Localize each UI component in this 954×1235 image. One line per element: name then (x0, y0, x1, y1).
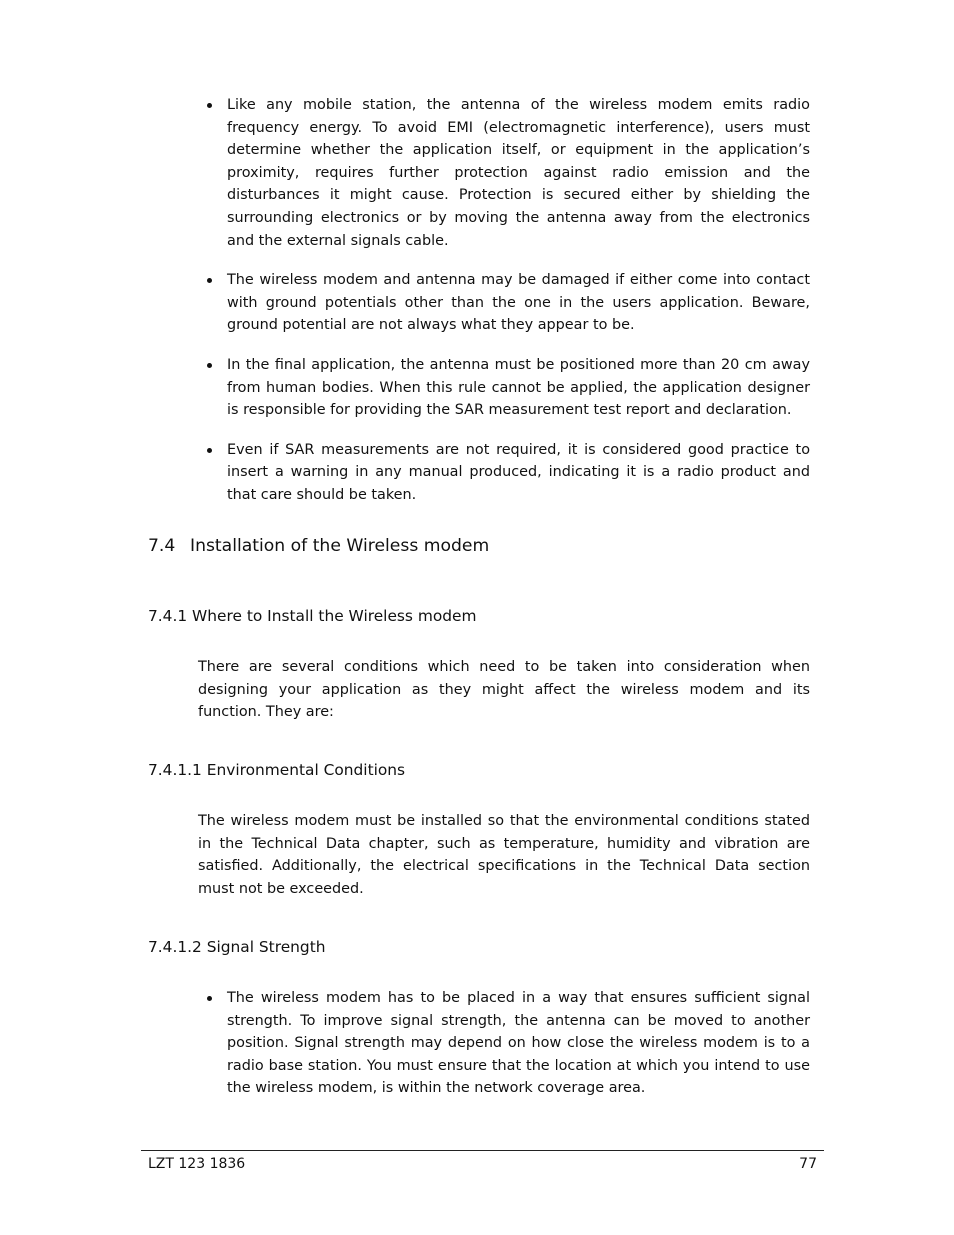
footer-page-number: 77 (799, 1156, 817, 1172)
section-heading-7-4 (148, 536, 489, 556)
signal-bullet-list (207, 987, 810, 1117)
section-paragraph: There are several conditions which need to be taken into consideration when designing your application as they might affect the wireless modem and its function. They are: (198, 659, 810, 721)
bullet-text: The wireless modem and antenna may be damaged if either come into contact with ground potentials other than the one in the users application. Beware, ground potential are not always what they appear to be. (227, 272, 810, 334)
section-number: 7.4 (148, 536, 176, 556)
bullet-icon (207, 103, 212, 108)
bullet-item (207, 354, 810, 422)
top-bullet-list (207, 94, 810, 524)
bullet-icon (207, 448, 212, 453)
footer-divider (141, 1150, 824, 1151)
section-heading-7-4-1-1: 7.4.1.1 Environmental Conditions (148, 761, 406, 779)
footer-doc-number: LZT 123 1836 (148, 1156, 246, 1172)
bullet-text: In the final application, the antenna must be positioned more than 20 cm away from human bodies. When this rule cannot be applied, the application designer is responsible for providing the SAR measurement test report and declaration. (227, 356, 810, 419)
bullet-icon (207, 363, 212, 368)
bullet-text: The wireless modem has to be placed in a way that ensures sufficient signal strength. To improve signal strength, the antenna can be moved to another position. Signal strength may depend on how close the wireless modem is to a radio base station. You must ensure that the location at which you intend to use the wireless modem, is within the network coverage area. (227, 990, 810, 1097)
bullet-text: Even if SAR measurements are not required, it is considered good practice to insert a warning in any manual produced, indicating it is a radio product and that care should be taken. (227, 441, 810, 503)
bullet-text: Like any mobile station, the antenna of the wireless modem emits radio frequency energy. To avoid EMI (electromagnetic interference), users must determine whether the application itself, or equipment in the application’s proximity, requires further protection against radio emission and the disturbances it might cause. Protection is secured either by shielding the surrounding electronics or by moving the antenna away from the electronics and the external signals cable. (227, 97, 810, 249)
bullet-item (207, 987, 810, 1100)
bullet-item (207, 94, 810, 252)
bullet-item (207, 269, 810, 337)
bullet-icon (207, 278, 212, 283)
section-heading-7-4-1-2: 7.4.1.2 Signal Strength (148, 938, 326, 956)
section-title: Installation of the Wireless modem (190, 536, 490, 556)
bullet-icon (207, 996, 212, 1001)
section-heading-7-4-1: 7.4.1 Where to Install the Wireless modem (148, 607, 477, 625)
bullet-item (207, 439, 810, 507)
section-paragraph: The wireless modem must be installed so that the environmental conditions stated in the Technical Data chapter, such as temperature, humidity and vibration are satisfied. Additionally, the electrical specifications in the Technical Data section must not be exceeded. (198, 813, 810, 897)
